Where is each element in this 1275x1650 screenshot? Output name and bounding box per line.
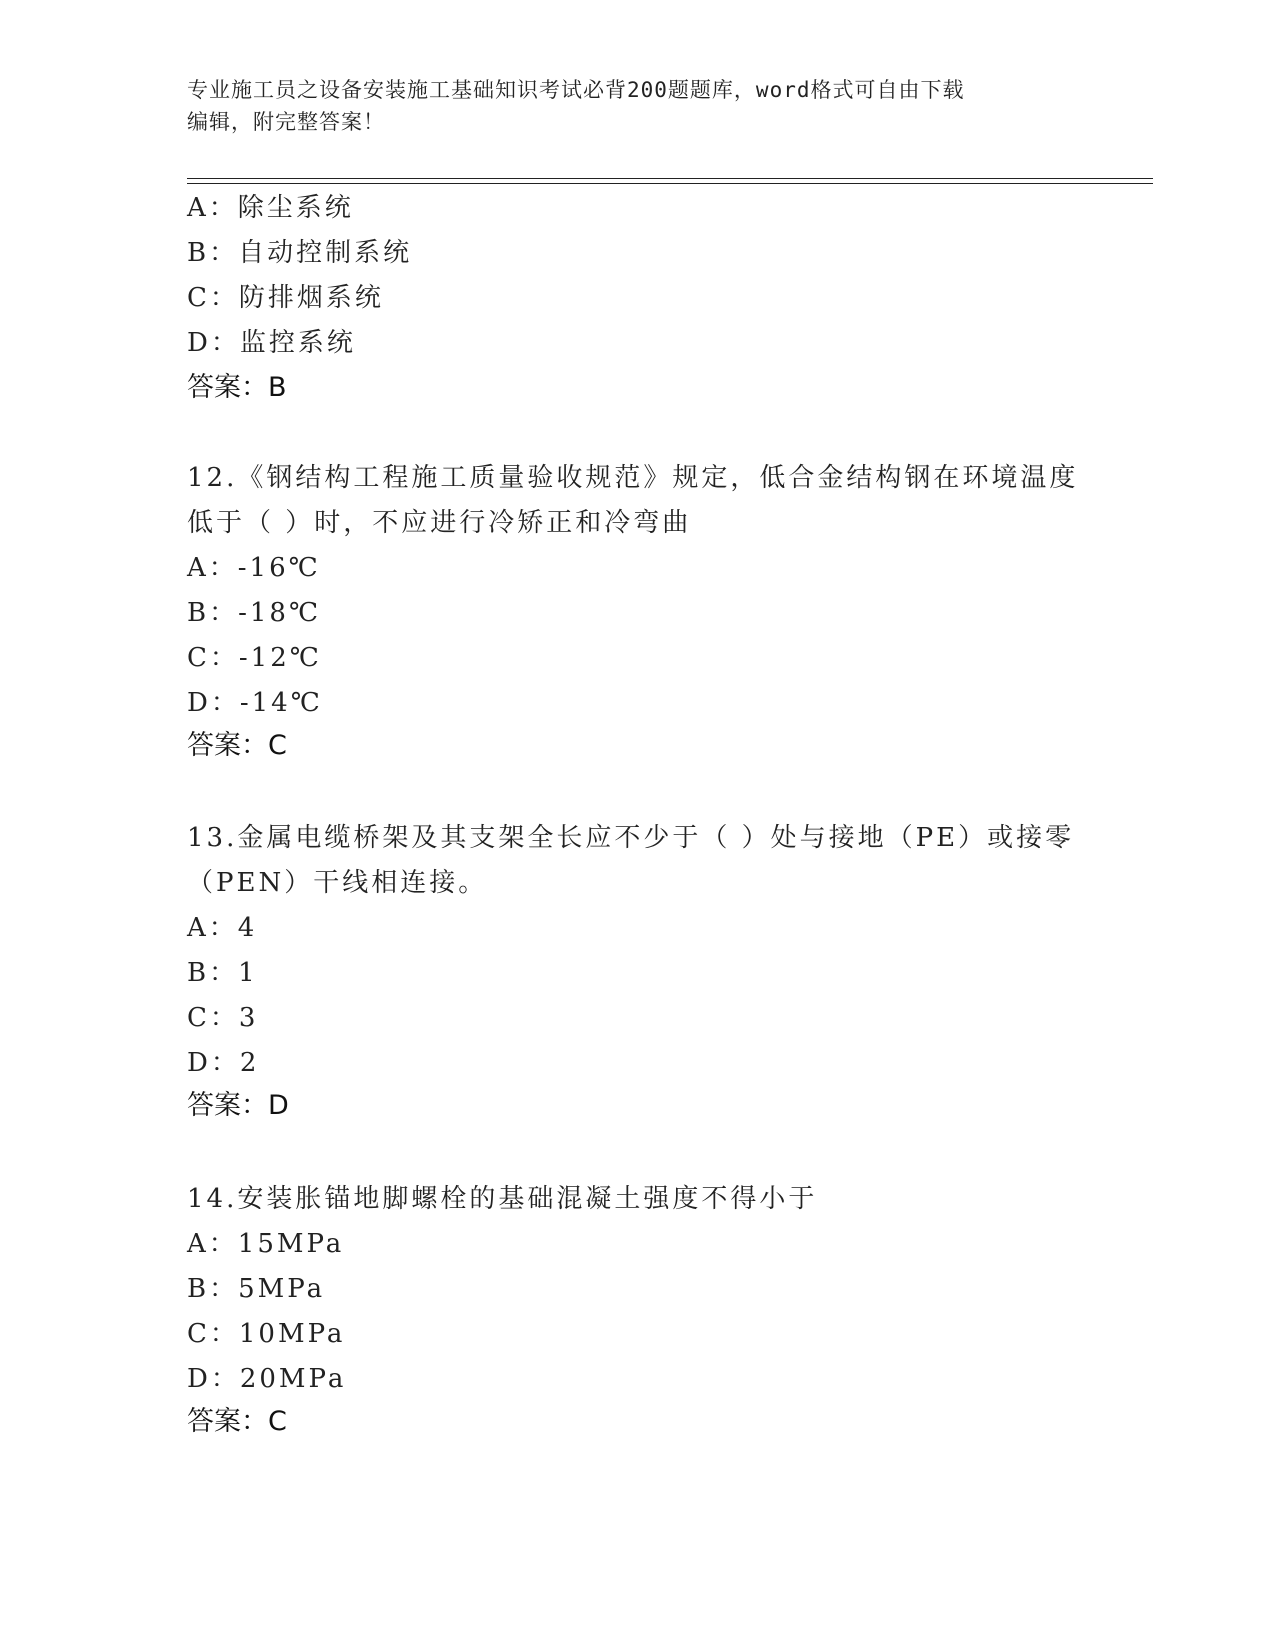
option-a: A：-16℃ (187, 553, 321, 583)
option-a: A：15MPa (187, 1229, 345, 1259)
option-d: D：-14℃ (187, 688, 323, 718)
option-b: B：-18℃ (187, 598, 322, 628)
answer: 答案：B (187, 372, 287, 403)
option-c: C：3 (187, 1003, 259, 1033)
option-b: B：自动控制系统 (187, 238, 413, 268)
header-divider-bottom (187, 183, 1153, 184)
option-b: B：1 (187, 958, 258, 988)
question-stem-line-1: 13.金属电缆桥架及其支架全长应不少于（ ）处与接地（PE）或接零 (187, 823, 1075, 853)
question-stem-line-2: 低于（ ）时，不应进行冷矫正和冷弯曲 (187, 508, 692, 538)
option-a: A：除尘系统 (187, 193, 354, 223)
question-stem-line-2: （PEN）干线相连接。 (187, 868, 488, 898)
option-c: C：-12℃ (187, 643, 322, 673)
header-title-line-1: 专业施工员之设备安装施工基础知识考试必背200题题库，word格式可自由下载 (187, 78, 965, 102)
option-c: C：10MPa (187, 1319, 346, 1349)
question-stem-line-1: 12.《钢结构工程施工质量验收规范》规定，低合金结构钢在环境温度 (187, 463, 1079, 493)
header-title-line-2: 编辑，附完整答案！ (187, 110, 385, 134)
answer: 答案：C (187, 1406, 287, 1437)
document-header (187, 74, 1087, 138)
option-d: D：2 (187, 1048, 260, 1078)
header-divider-top (187, 178, 1153, 179)
option-c: C：防排烟系统 (187, 283, 384, 313)
option-d: D：20MPa (187, 1364, 347, 1394)
answer: 答案：D (187, 1090, 289, 1121)
answer: 答案：C (187, 730, 287, 761)
option-b: B：5MPa (187, 1274, 326, 1304)
option-d: D：监控系统 (187, 328, 356, 358)
option-a: A：4 (187, 913, 258, 943)
question-stem-line-1: 14.安装胀锚地脚螺栓的基础混凝土强度不得小于 (187, 1184, 818, 1214)
